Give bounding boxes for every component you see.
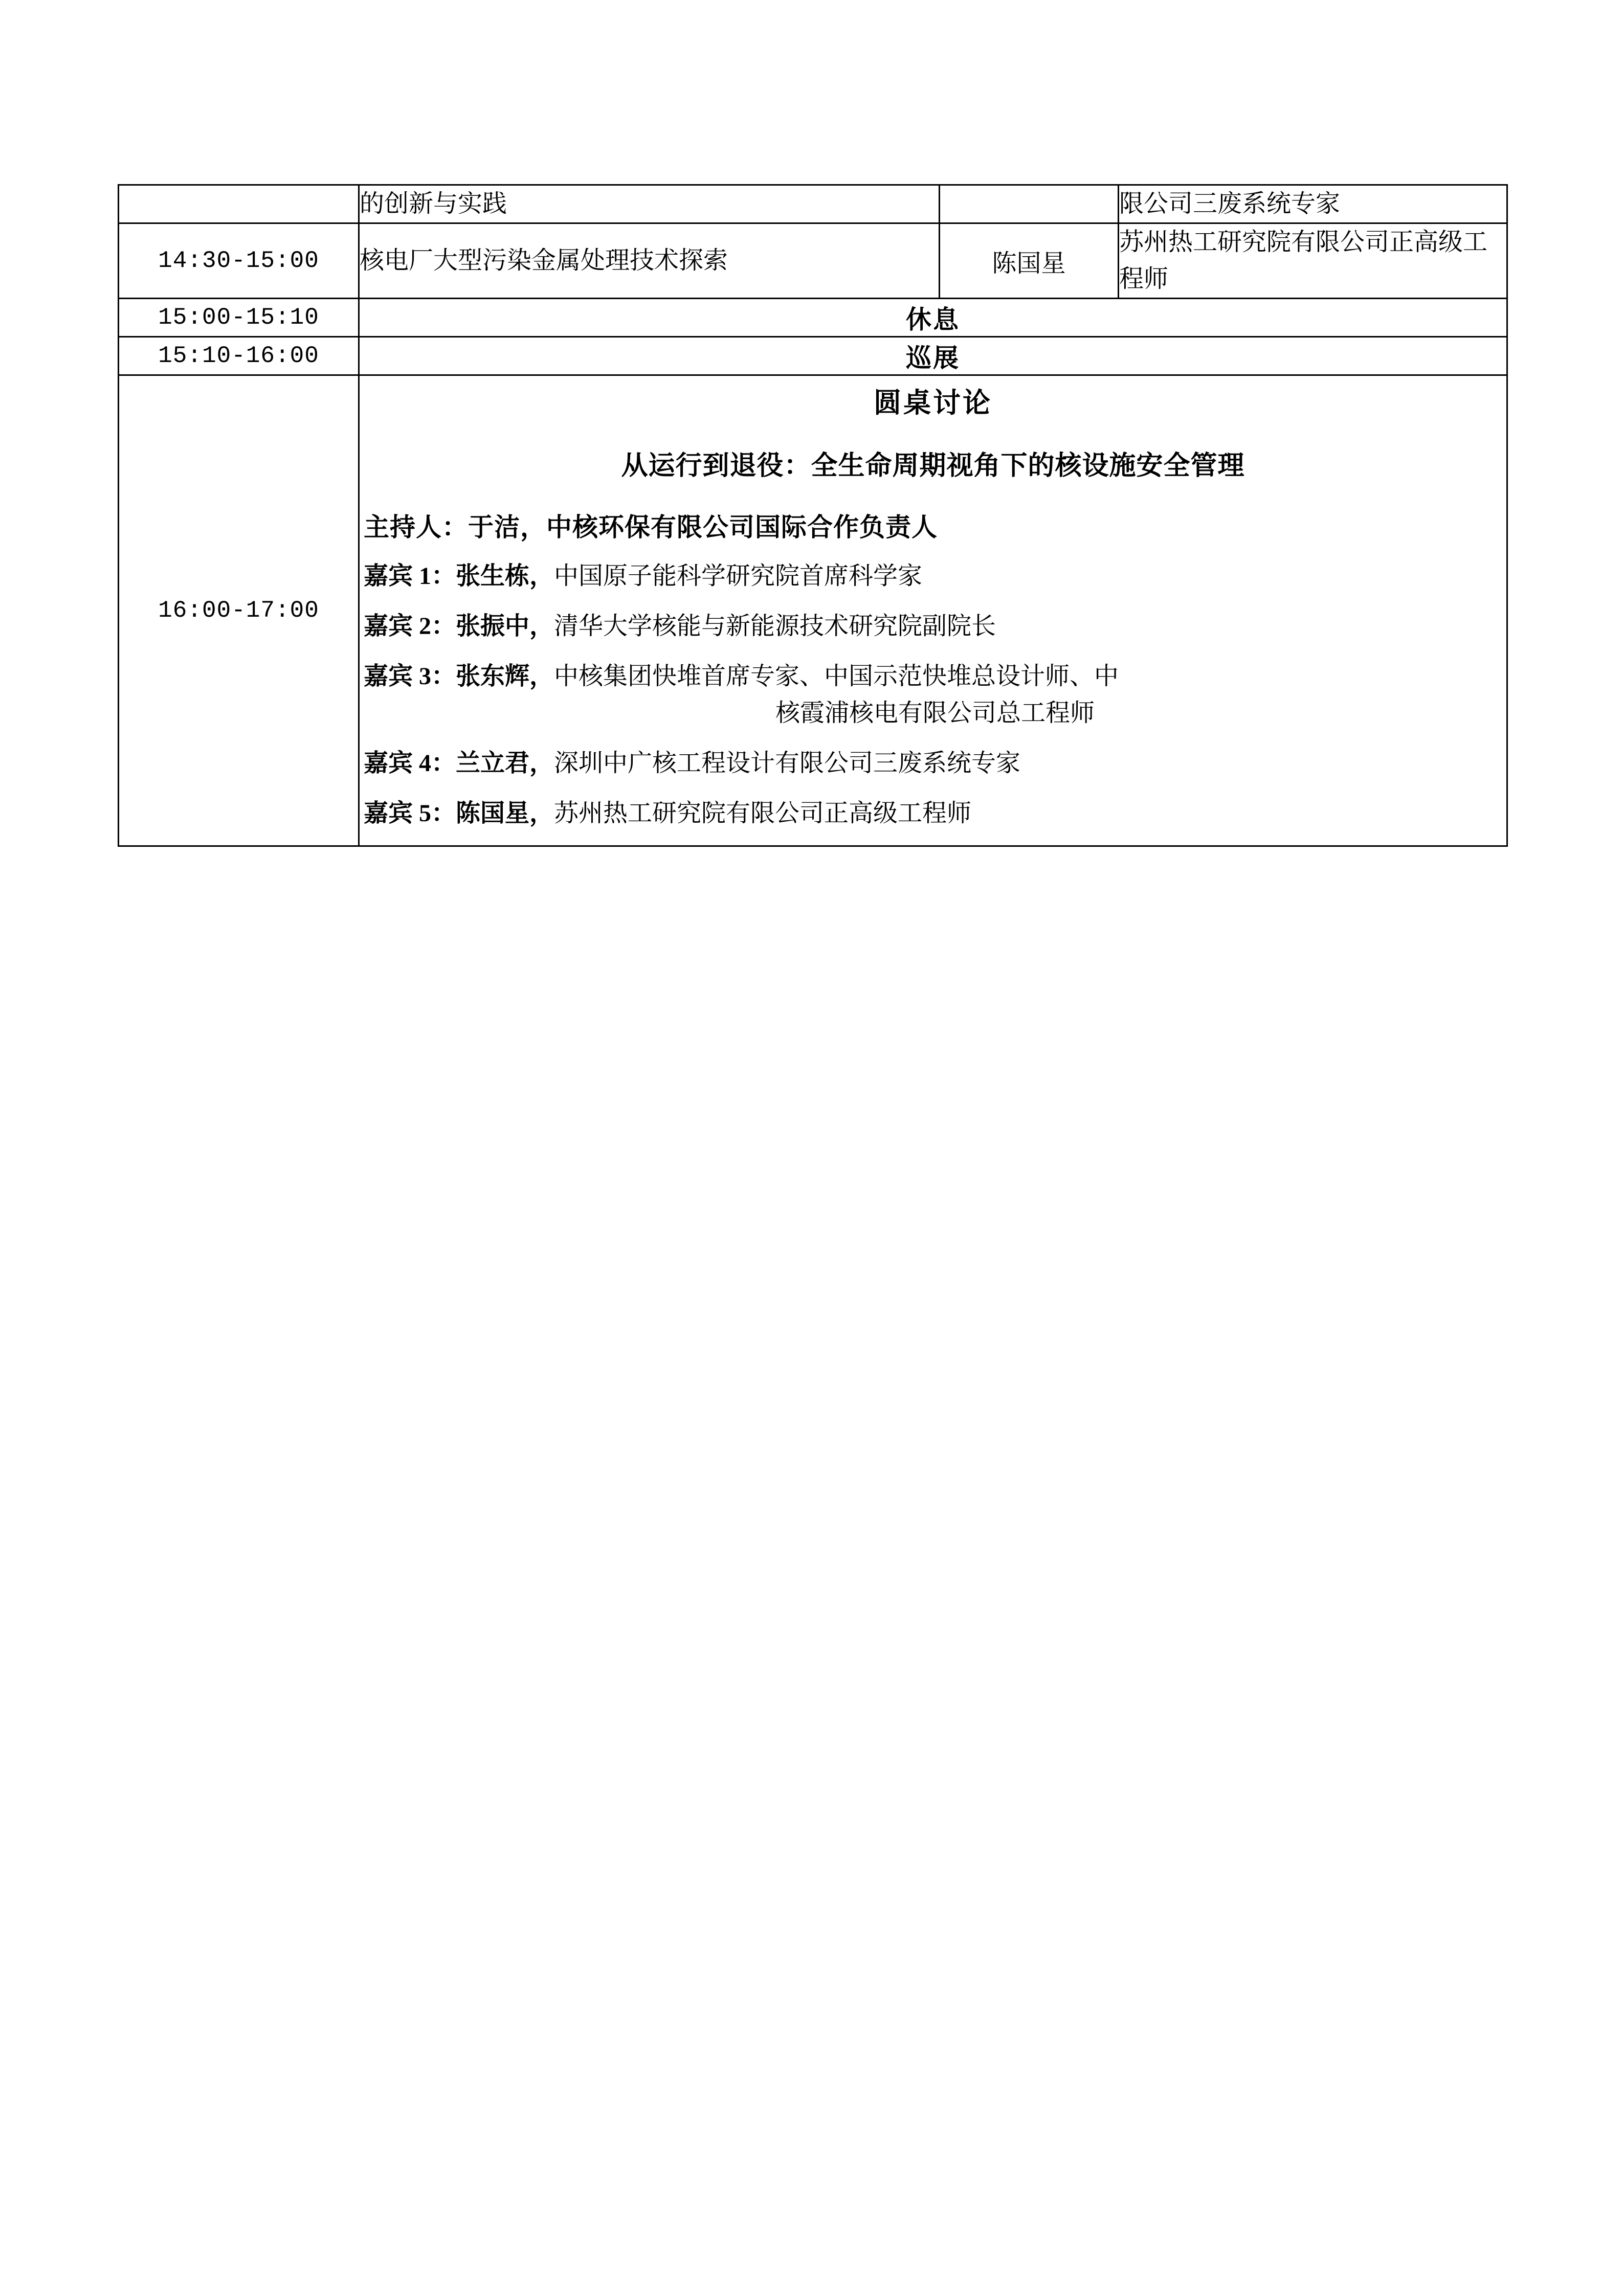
row-topic: 核电厂大型污染金属处理技术探索 [359, 223, 940, 299]
roundtable-title: 圆桌讨论 [874, 388, 992, 418]
row-org: 苏州热工研究院有限公司正高级工程师 [1119, 223, 1507, 299]
guest-desc: 苏州热工研究院有限公司正高级工程师 [554, 800, 972, 827]
guest-label: 嘉宾 1： [364, 562, 456, 590]
roundtable-subtitle: 从运行到退役：全生命周期视角下的核设施安全管理 [621, 452, 1245, 481]
roundtable-content [359, 375, 1507, 846]
roundtable-time: 16:00-17:00 [119, 375, 359, 846]
break-time: 15:00-15:10 [119, 299, 359, 337]
guest-desc: 深圳中广核工程设计有限公司三废系统专家 [554, 750, 1021, 777]
table-row-break [119, 337, 1507, 375]
guest-line [364, 558, 1506, 595]
row-time: 14:30-15:00 [119, 223, 359, 299]
break-label: 休息 [359, 299, 1507, 337]
guest-label: 嘉宾 3： [364, 663, 456, 690]
row-person [940, 185, 1119, 223]
row-topic: 的创新与实践 [359, 185, 940, 223]
row-time [119, 185, 359, 223]
guest-line [364, 658, 1506, 732]
table-row [119, 223, 1507, 299]
agenda-table [118, 184, 1508, 847]
guest-label: 嘉宾 5： [364, 800, 456, 827]
guest-desc: 中国原子能科学研究院首席科学家 [554, 562, 923, 590]
guest-desc-cont: 核霞浦核电有限公司总工程师 [775, 700, 1095, 727]
guest-name: 陈国星， [456, 800, 554, 827]
guest-name: 张东辉， [456, 663, 554, 690]
guest-name: 张振中， [456, 613, 554, 640]
roundtable-host: 主持人：于洁，中核环保有限公司国际合作负责人 [364, 513, 938, 542]
guest-desc: 中核集团快堆首席专家、中国示范快堆总设计师、中 [554, 663, 1119, 690]
guest-label: 嘉宾 4： [364, 750, 456, 777]
guest-line [364, 608, 1506, 645]
table-row [119, 185, 1507, 223]
guest-name: 张生栋， [456, 562, 554, 590]
guest-desc: 清华大学核能与新能源技术研究院副院长 [554, 613, 996, 640]
guest-name: 兰立君， [456, 750, 554, 777]
table-row-roundtable [119, 375, 1507, 846]
guest-line [364, 795, 1506, 832]
guest-line [364, 745, 1506, 782]
break-label: 巡展 [359, 337, 1507, 375]
table-row-break [119, 299, 1507, 337]
row-org: 限公司三废系统专家 [1119, 185, 1507, 223]
guest-label: 嘉宾 2： [364, 613, 456, 640]
break-time: 15:10-16:00 [119, 337, 359, 375]
row-person: 陈国星 [940, 223, 1119, 299]
